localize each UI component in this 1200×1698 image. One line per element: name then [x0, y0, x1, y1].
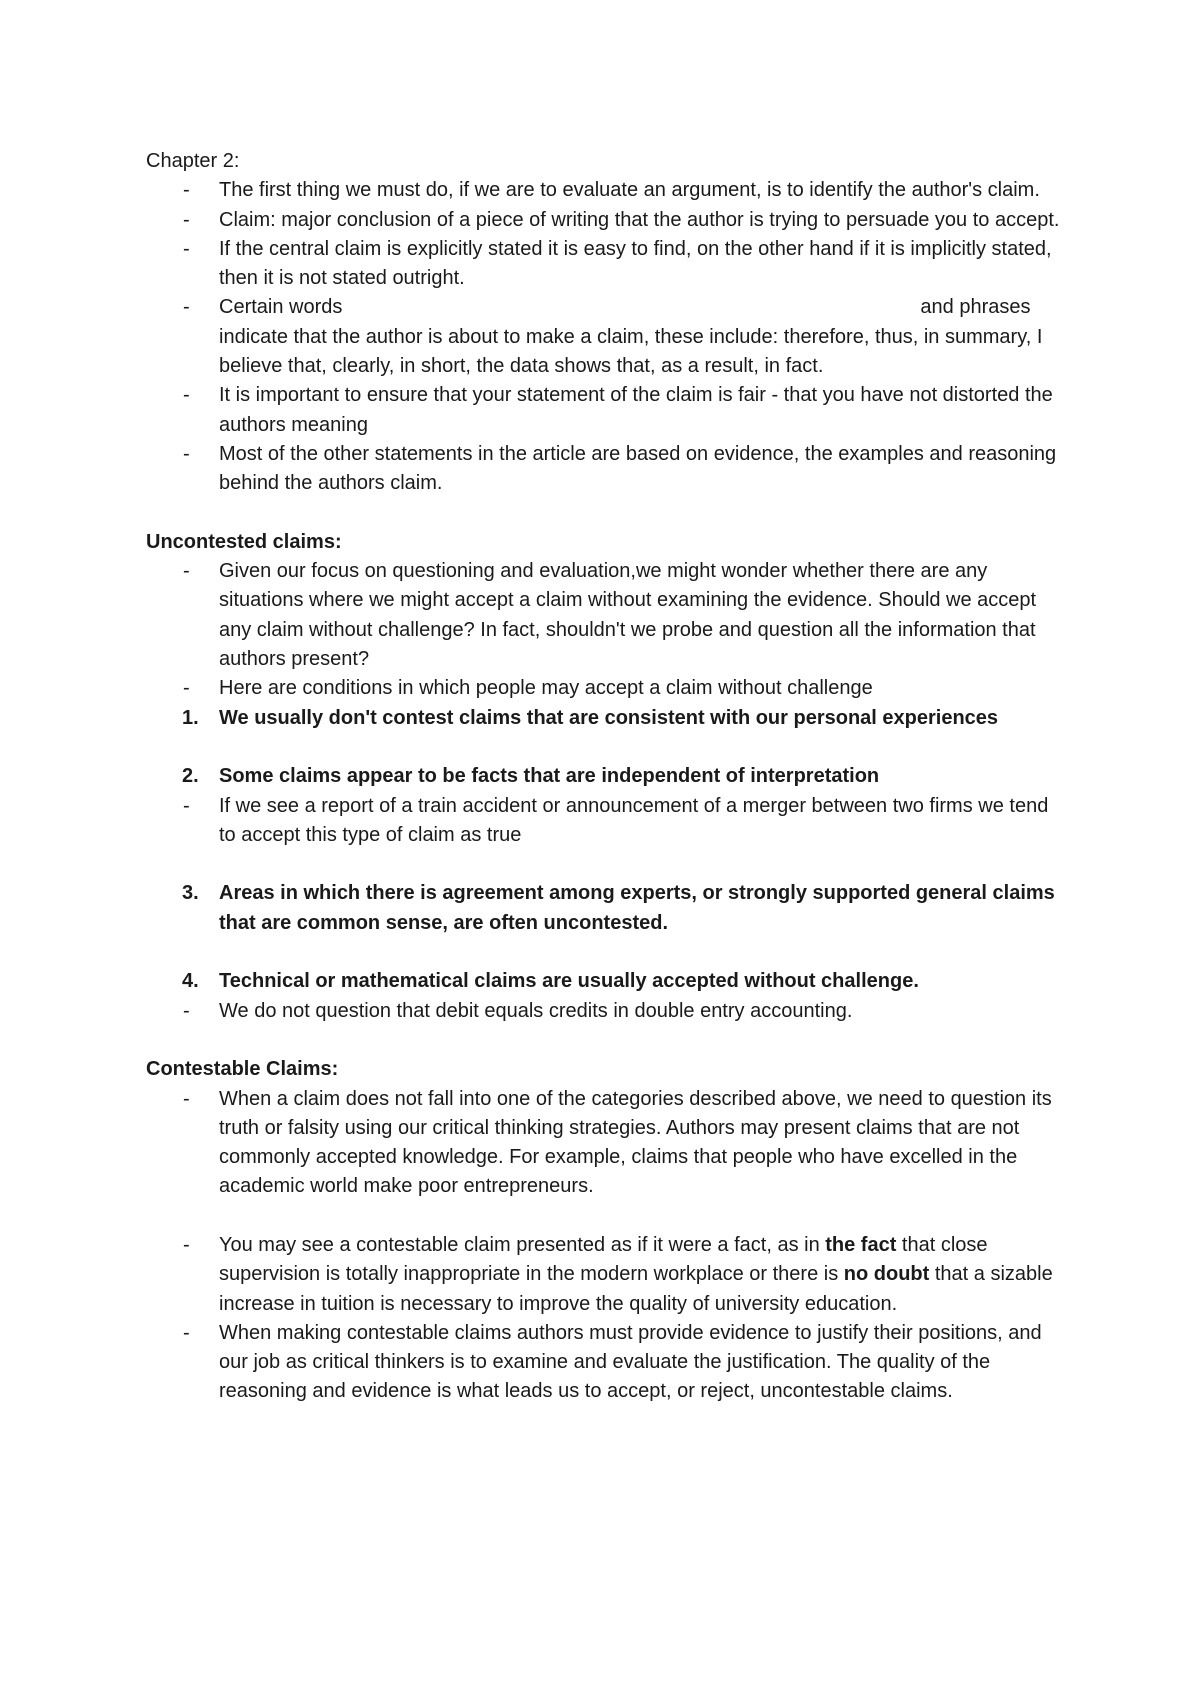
spacer — [146, 733, 1066, 762]
bullet-marker: - — [183, 560, 190, 583]
bullet-item — [146, 674, 1066, 703]
bullet-item — [146, 176, 1066, 205]
bullet-text: that a sizable increase in tuition is necessary to improve the quality of university education. — [219, 1263, 1053, 1315]
bullet-marker: - — [183, 794, 190, 817]
bullet-item — [146, 235, 1066, 294]
numbered-text: Some claims appear to be facts that are independent of interpretation — [219, 765, 880, 788]
bullet-item — [146, 557, 1066, 674]
bullet-text: It is important to ensure that your statement of the claim is fair - that you have not distorted the authors meaning — [219, 384, 1053, 436]
spacer — [146, 1026, 1066, 1055]
spacer — [146, 938, 1066, 967]
bullet-text: You may see a contestable claim presented as if it were a fact, as in — [219, 1233, 826, 1256]
numbered-text: Areas in which there is agreement among experts, or strongly supported general claims that are common sense, are often uncontested. — [219, 882, 1055, 934]
bullet-marker: - — [183, 208, 190, 231]
numbered-item — [146, 704, 1066, 733]
bullet-marker: - — [183, 1087, 190, 1110]
bullet-text: Given our focus on questioning and evaluation,we might wonder whether there are any situations where we might accept a claim without examining the evidence. Should we accept any claim without challenge? In fact, shouldn't we probe and question all the information that authors present? — [219, 560, 1037, 671]
bullet-item — [146, 206, 1066, 235]
bullet-text: When a claim does not fall into one of the categories described above, we need to question its truth or falsity using our critical thinking strategies. Authors may present claims that are not commonly accepted knowledge. For example, claims that people who have excelled in the academic world make poor entrepreneurs. — [219, 1087, 1052, 1198]
section-heading-contestable: Contestable Claims: — [146, 1058, 339, 1081]
bullet-marker: - — [183, 999, 190, 1022]
numbered-item — [146, 762, 1066, 791]
bullet-text: Here are conditions in which people may accept a claim without challenge — [219, 677, 873, 700]
bullet-marker: - — [183, 179, 190, 202]
bullet-item — [146, 792, 1066, 851]
bullet-marker: - — [183, 237, 190, 260]
number-label: 2. — [182, 765, 199, 788]
bullet-text: If we see a report of a train accident or announcement of a merger between two firms we tend to accept this type of claim as true — [219, 794, 1049, 846]
numbered-item — [146, 967, 1066, 996]
numbered-item — [146, 879, 1066, 938]
bullet-text: When making contestable claims authors must provide evidence to justify their positions, and our job as critical thinkers is to examine and evaluate the justification. The quality of the reasoning and evidence is what leads us to accept, or reject, uncontestable claims. — [219, 1321, 1042, 1403]
spacer — [146, 1202, 1066, 1231]
bullet-marker: - — [183, 384, 190, 407]
bullet-text-start: Certain words — [219, 296, 343, 319]
bullet-marker: - — [183, 296, 190, 319]
bullet-text-rest: indicate that the author is about to make a claim, these include: therefore, thus, in summary, I believe that, clearly, in short, the data shows that, as a result, in fact. — [219, 325, 1043, 378]
bullet-marker: - — [183, 1321, 190, 1344]
bullet-item — [146, 293, 1066, 381]
spacer — [146, 850, 1066, 879]
bullet-item — [146, 1319, 1066, 1407]
bullet-text-mid: and phrases — [920, 296, 1031, 319]
bullet-item — [146, 1231, 1066, 1319]
bullet-text: Most of the other statements in the article are based on evidence, the examples and reasoning behind the authors claim. — [219, 442, 1057, 495]
bullet-marker: - — [183, 442, 190, 465]
number-label: 1. — [182, 706, 199, 729]
section-heading-uncontested: Uncontested claims: — [146, 530, 342, 553]
numbered-text: We usually don't contest claims that are consistent with our personal experiences — [219, 706, 999, 729]
bullet-text: If the central claim is explicitly stated it is easy to find, on the other hand if it is implicitly stated, then it is not stated outright. — [219, 237, 1052, 290]
chapter-title: Chapter 2: — [146, 150, 240, 172]
bullet-marker: - — [183, 677, 190, 700]
bullet-item — [146, 1085, 1066, 1202]
numbered-text: Technical or mathematical claims are usually accepted without challenge. — [219, 970, 919, 993]
bullet-text: that close supervision is totally inappropriate in the modern workplace or there is — [219, 1233, 988, 1286]
bold-phrase: no doubt — [843, 1263, 930, 1286]
bullet-text: We do not question that debit equals credits in double entry accounting. — [219, 999, 853, 1022]
spacer — [146, 499, 1066, 528]
document-body — [146, 147, 1066, 1407]
bullet-item — [146, 997, 1066, 1026]
number-label: 4. — [182, 970, 199, 993]
bold-phrase: the fact — [825, 1233, 897, 1256]
bullet-marker: - — [183, 1233, 190, 1256]
bullet-item — [146, 440, 1066, 499]
bullet-item — [146, 381, 1066, 440]
bullet-text: The first thing we must do, if we are to evaluate an argument, is to identify the author's claim. — [219, 179, 1040, 202]
bullet-text: Claim: major conclusion of a piece of writing that the author is trying to persuade you to accept. — [219, 208, 1060, 231]
number-label: 3. — [182, 882, 199, 905]
